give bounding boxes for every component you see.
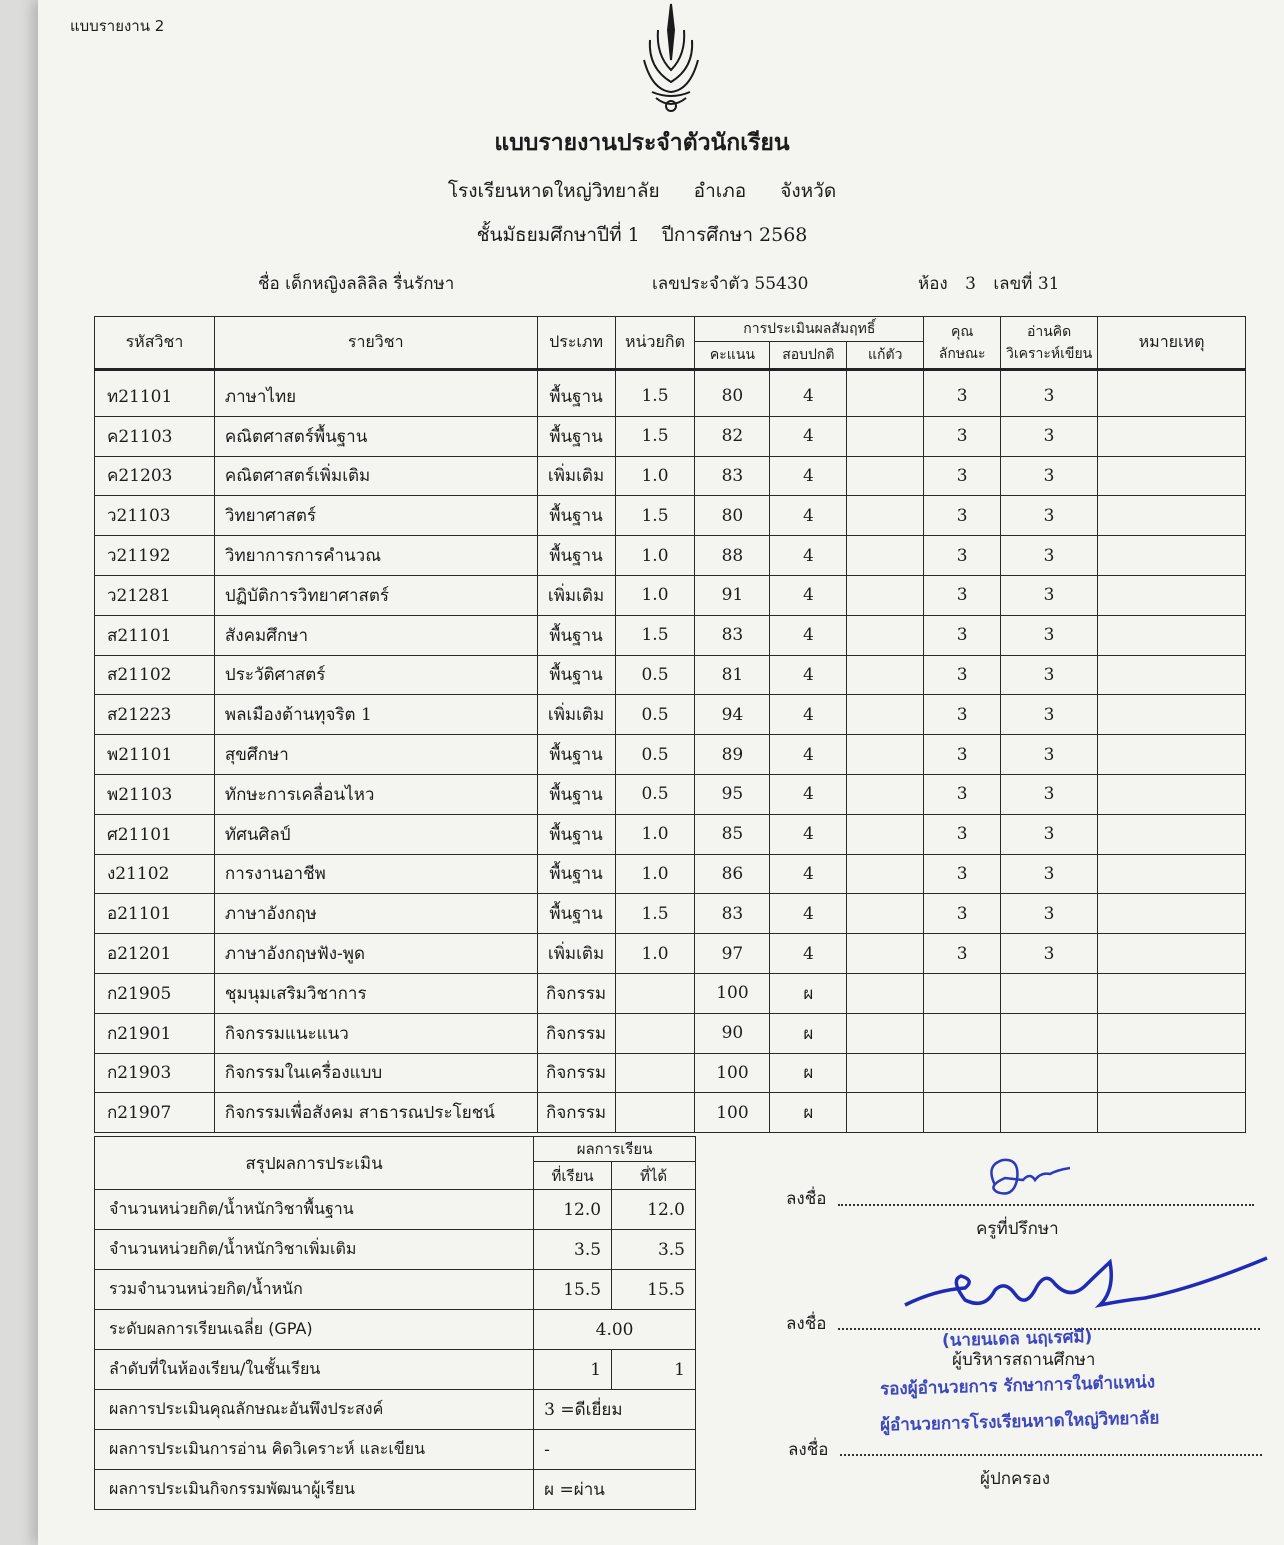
table-row [95,416,1246,456]
row-retake [847,973,924,1013]
table-row [95,934,1246,974]
basic-credits-label: จำนวนหน่วยกิต/น้ำหนักวิชาพื้นฐาน [95,1190,534,1230]
row-remark [1098,695,1246,735]
row-subject: ภาษาไทย [214,370,537,417]
table-row [95,814,1246,854]
row-characteristics: 3 [924,854,1001,894]
table-row [95,496,1246,536]
row-reading: 3 [1001,894,1098,934]
row-code: ท21101 [95,370,215,417]
row-score: 88 [695,536,770,576]
seat-number: เลขที่ 31 [993,274,1060,294]
row-retake [847,370,924,417]
row-reading: 3 [1001,735,1098,775]
row-characteristics [924,1013,1001,1053]
row-score: 86 [695,854,770,894]
row-characteristics: 3 [924,496,1001,536]
row-exam: 4 [770,370,847,417]
row-exam: 4 [770,575,847,615]
row-subject: กิจกรรมเพื่อสังคม สาธารณประโยชน์ [214,1093,537,1133]
row-type: พื้นฐาน [537,774,615,814]
row-credit: 0.5 [615,655,695,695]
row-subject: วิทยาการการคำนวณ [214,536,537,576]
row-reading [1001,1093,1098,1133]
row-remark [1098,496,1246,536]
table-row [95,854,1246,894]
row-credit: 1.5 [615,894,695,934]
row-subject: กิจกรรมในเครื่องแบบ [214,1053,537,1093]
summary-table [94,1136,696,1510]
table-row [95,1013,1246,1053]
advisor-sign-label: ลงชื่อ [786,1189,827,1209]
row-score: 100 [695,973,770,1013]
advisor-signature-icon [975,1150,1075,1210]
grade-line [0,220,1284,250]
row-reading: 3 [1001,655,1098,695]
col-read-line2: วิเคราะห์เขียน [1005,345,1093,362]
row-type: พื้นฐาน [537,735,615,775]
row-exam: ผ [770,973,847,1013]
row-score: 85 [695,814,770,854]
row-code: ง21102 [95,854,215,894]
row-type: พื้นฐาน [537,894,615,934]
row-type: กิจกรรม [537,1093,615,1133]
row-subject: ชุมนุมเสริมวิชาการ [214,973,537,1013]
row-remark [1098,370,1246,417]
row-score: 90 [695,1013,770,1053]
row-reading: 3 [1001,575,1098,615]
row-type: พื้นฐาน [537,536,615,576]
row-reading: 3 [1001,416,1098,456]
row-score: 82 [695,416,770,456]
report-title: แบบรายงานประจำตัวนักเรียน [494,129,790,156]
table-row [95,456,1246,496]
row-reading: 3 [1001,854,1098,894]
row-score: 95 [695,774,770,814]
row-type: กิจกรรม [537,1013,615,1053]
table-row [95,575,1246,615]
row-score: 91 [695,575,770,615]
table-row [95,1053,1246,1093]
parent-role: ผู้ปกครอง [980,1469,1051,1489]
row-credit: 1.0 [615,814,695,854]
results-header: ผลการเรียน [534,1137,696,1162]
row-reading [1001,973,1098,1013]
col-retake: แก้ตัว [847,342,924,370]
row-reading [1001,1013,1098,1053]
row-remark [1098,575,1246,615]
activity-label: ผลการประเมินกิจกรรมพัฒนาผู้เรียน [95,1470,534,1510]
row-exam: 4 [770,735,847,775]
row-characteristics: 3 [924,416,1001,456]
row-characteristics: 3 [924,934,1001,974]
row-subject: ทัศนศิลป์ [214,814,537,854]
basic-credits-studied: 12.0 [534,1190,612,1230]
row-score: 97 [695,934,770,974]
earned-header: ที่ได้ [612,1162,696,1190]
row-credit: 1.5 [615,416,695,456]
student-name: ชื่อ เด็กหญิงลลิลิล รื่นรักษา [258,274,455,294]
col-reading [1001,317,1098,370]
row-retake [847,894,924,934]
row-remark [1098,934,1246,974]
school-name: โรงเรียนหาดใหญ่วิทยาลัย [447,180,660,202]
row-credit: 0.5 [615,774,695,814]
studied-header: ที่เรียน [534,1162,612,1190]
row-type: กิจกรรม [537,1053,615,1093]
row-retake [847,456,924,496]
col-score: คะแนน [695,342,770,370]
grade-level: ชั้นมัธยมศึกษาปีที่ 1 [476,224,640,246]
row-characteristics: 3 [924,735,1001,775]
row-score: 100 [695,1093,770,1133]
total-credits-earned: 15.5 [612,1270,696,1310]
row-code: ก21905 [95,973,215,1013]
province-label: จังหวัด [780,180,837,202]
table-row [95,615,1246,655]
row-credit: 1.5 [615,615,695,655]
director-stamp-name: (นายนเดล นฤเรศมี) [941,1327,1093,1351]
row-credit: 1.0 [615,536,695,576]
row-type: เพิ่มเติม [537,934,615,974]
row-subject: ทักษะการเคลื่อนไหว [214,774,537,814]
row-exam: 4 [770,536,847,576]
row-reading: 3 [1001,934,1098,974]
row-type: เพิ่มเติม [537,695,615,735]
student-id: เลขประจำตัว 55430 [652,274,809,294]
row-characteristics: 3 [924,456,1001,496]
row-exam: ผ [770,1053,847,1093]
total-credits-studied: 15.5 [534,1270,612,1310]
row-reading: 3 [1001,496,1098,536]
row-code: อ21101 [95,894,215,934]
row-exam: ผ [770,1013,847,1053]
total-credits-label: รวมจำนวนหน่วยกิต/น้ำหนัก [95,1270,534,1310]
school-emblem-icon [638,0,704,118]
col-exam: สอบปกติ [770,342,847,370]
row-retake [847,1053,924,1093]
gpa-label: ระดับผลการเรียนเฉลี่ย (GPA) [95,1310,534,1350]
extra-credits-label: จำนวนหน่วยกิต/น้ำหนักวิชาเพิ่มเติม [95,1230,534,1270]
rank-class: 1 [612,1350,696,1390]
col-char-line2: ลักษณะ [938,345,986,362]
row-retake [847,615,924,655]
table-row [95,735,1246,775]
row-reading: 3 [1001,814,1098,854]
row-credit [615,1013,695,1053]
row-remark [1098,854,1246,894]
col-read-line1: อ่านคิด [1026,323,1072,340]
table-row [95,894,1246,934]
row-subject: ภาษาอังกฤษฟัง-พูด [214,934,537,974]
advisor-role: ครูที่ปรึกษา [976,1219,1059,1239]
row-reading [1001,1053,1098,1093]
row-characteristics: 3 [924,655,1001,695]
row-exam: 4 [770,496,847,536]
row-code: ค21103 [95,416,215,456]
table-row [95,973,1246,1013]
row-score: 80 [695,496,770,536]
row-code: ส21102 [95,655,215,695]
row-remark [1098,1013,1246,1053]
row-credit [615,1093,695,1133]
row-retake [847,1013,924,1053]
row-characteristics: 3 [924,615,1001,655]
row-reading: 3 [1001,695,1098,735]
row-type: พื้นฐาน [537,814,615,854]
row-score: 94 [695,695,770,735]
row-reading: 3 [1001,456,1098,496]
row-exam: 4 [770,854,847,894]
row-reading: 3 [1001,370,1098,417]
row-characteristics: 3 [924,575,1001,615]
row-exam: ผ [770,1093,847,1133]
row-remark [1098,615,1246,655]
row-credit: 1.0 [615,456,695,496]
row-type: กิจกรรม [537,973,615,1013]
rank-label: ลำดับที่ในห้องเรียน/ในชั้นเรียน [95,1350,534,1390]
row-type: พื้นฐาน [537,655,615,695]
row-remark [1098,1053,1246,1093]
school-line [0,176,1284,206]
row-exam: 4 [770,894,847,934]
row-subject: สังคมศึกษา [214,615,537,655]
row-code: ว21192 [95,536,215,576]
activity-value: ผ =ผ่าน [534,1470,696,1510]
row-exam: 4 [770,814,847,854]
row-code: ค21203 [95,456,215,496]
row-score: 83 [695,615,770,655]
row-score: 83 [695,456,770,496]
extra-credits-studied: 3.5 [534,1230,612,1270]
col-char-line1: คุณ [950,323,974,340]
row-remark [1098,416,1246,456]
row-code: ว21103 [95,496,215,536]
row-remark [1098,536,1246,576]
row-exam: 4 [770,774,847,814]
summary-title: สรุปผลการประเมิน [95,1137,534,1190]
row-remark [1098,774,1246,814]
row-subject: กิจกรรมแนะแนว [214,1013,537,1053]
row-score: 89 [695,735,770,775]
row-remark [1098,894,1246,934]
row-remark [1098,973,1246,1013]
row-code: ก21901 [95,1013,215,1053]
row-type: พื้นฐาน [537,615,615,655]
row-characteristics: 3 [924,894,1001,934]
form-label: แบบรายงาน 2 [70,17,165,35]
row-code: ก21903 [95,1053,215,1093]
row-credit: 0.5 [615,695,695,735]
col-remark: หมายเหตุ [1098,317,1246,370]
row-subject: คณิตศาสตร์พื้นฐาน [214,416,537,456]
row-code: ว21281 [95,575,215,615]
parent-sign-line [840,1454,1262,1456]
director-role: ผู้บริหารสถานศึกษา [952,1350,1096,1370]
row-subject: ปฏิบัติการวิทยาศาสตร์ [214,575,537,615]
row-characteristics: 3 [924,536,1001,576]
table-row [95,536,1246,576]
row-type: พื้นฐาน [537,496,615,536]
row-credit: 1.5 [615,370,695,417]
row-score: 80 [695,370,770,417]
row-subject: คณิตศาสตร์เพิ่มเติม [214,456,537,496]
basic-credits-earned: 12.0 [612,1190,696,1230]
row-type: พื้นฐาน [537,854,615,894]
row-exam: 4 [770,615,847,655]
academic-year: ปีการศึกษา 2568 [661,224,808,246]
row-retake [847,536,924,576]
row-characteristics [924,1093,1001,1133]
reading-value: - [534,1430,696,1470]
row-exam: 4 [770,416,847,456]
row-reading: 3 [1001,536,1098,576]
director-signature-icon [895,1250,1275,1330]
row-subject: ภาษาอังกฤษ [214,894,537,934]
parent-sign-label: ลงชื่อ [788,1440,829,1460]
row-type: พื้นฐาน [537,416,615,456]
row-remark [1098,1093,1246,1133]
row-characteristics: 3 [924,774,1001,814]
row-characteristics [924,1053,1001,1093]
row-code: อ21201 [95,934,215,974]
table-row [95,370,1246,417]
row-subject: วิทยาศาสตร์ [214,496,537,536]
row-type: เพิ่มเติม [537,575,615,615]
row-exam: 4 [770,934,847,974]
row-retake [847,774,924,814]
row-credit: 1.0 [615,575,695,615]
row-retake [847,934,924,974]
row-score: 81 [695,655,770,695]
row-type: เพิ่มเติม [537,456,615,496]
row-retake [847,575,924,615]
table-row [95,774,1246,814]
col-subject: รายวิชา [214,317,537,370]
row-exam: 4 [770,456,847,496]
row-reading: 3 [1001,774,1098,814]
row-reading: 3 [1001,615,1098,655]
row-subject: สุขศึกษา [214,735,537,775]
row-remark [1098,655,1246,695]
characteristics-label: ผลการประเมินคุณลักษณะอันพึงประสงค์ [95,1390,534,1430]
row-retake [847,496,924,536]
row-characteristics: 3 [924,814,1001,854]
director-stamp-title: รองผู้อำนวยการ รักษาการในตำแหน่ง [879,1372,1156,1400]
table-row [95,1093,1246,1133]
row-subject: ประวัติศาสตร์ [214,655,537,695]
row-credit: 1.0 [615,934,695,974]
room-label: ห้อง [918,274,948,294]
row-credit [615,1053,695,1093]
row-retake [847,814,924,854]
row-remark [1098,456,1246,496]
director-sign-label: ลงชื่อ [786,1314,827,1334]
row-remark [1098,814,1246,854]
row-retake [847,695,924,735]
col-type: ประเภท [537,317,615,370]
col-characteristics [924,317,1001,370]
col-credit: หน่วยกิต [615,317,695,370]
district-label: อำเภอ [693,180,747,202]
row-code: พ21103 [95,774,215,814]
row-characteristics [924,973,1001,1013]
row-retake [847,416,924,456]
characteristics-value: 3 =ดีเยี่ยม [534,1390,696,1430]
gpa-value: 4.00 [534,1310,696,1350]
col-assessment: การประเมินผลสัมฤทธิ์ [695,317,924,342]
row-code: พ21101 [95,735,215,775]
row-exam: 4 [770,695,847,735]
row-retake [847,735,924,775]
director-stamp-school: ผู้อำนวยการโรงเรียนหาดใหญ่วิทยาลัย [879,1408,1160,1436]
row-credit: 1.0 [615,854,695,894]
row-code: ส21101 [95,615,215,655]
row-type: พื้นฐาน [537,370,615,417]
extra-credits-earned: 3.5 [612,1230,696,1270]
row-credit: 1.5 [615,496,695,536]
row-code: ส21223 [95,695,215,735]
row-score: 83 [695,894,770,934]
table-row [95,695,1246,735]
row-credit: 0.5 [615,735,695,775]
row-exam: 4 [770,655,847,695]
grades-table [94,316,1246,1133]
rank-room: 1 [534,1350,612,1390]
row-code: ก21907 [95,1093,215,1133]
row-characteristics: 3 [924,370,1001,417]
row-remark [1098,735,1246,775]
row-subject: พลเมืองต้านทุจริต 1 [214,695,537,735]
row-characteristics: 3 [924,695,1001,735]
row-retake [847,1093,924,1133]
row-subject: การงานอาชีพ [214,854,537,894]
row-retake [847,655,924,695]
reading-label: ผลการประเมินการอ่าน คิดวิเคราะห์ และเขียน [95,1430,534,1470]
table-row [95,655,1246,695]
row-credit [615,973,695,1013]
row-score: 100 [695,1053,770,1093]
col-code: รหัสวิชา [95,317,215,370]
row-retake [847,854,924,894]
row-code: ศ21101 [95,814,215,854]
room-number: 3 [965,274,976,294]
student-room [918,270,1071,297]
